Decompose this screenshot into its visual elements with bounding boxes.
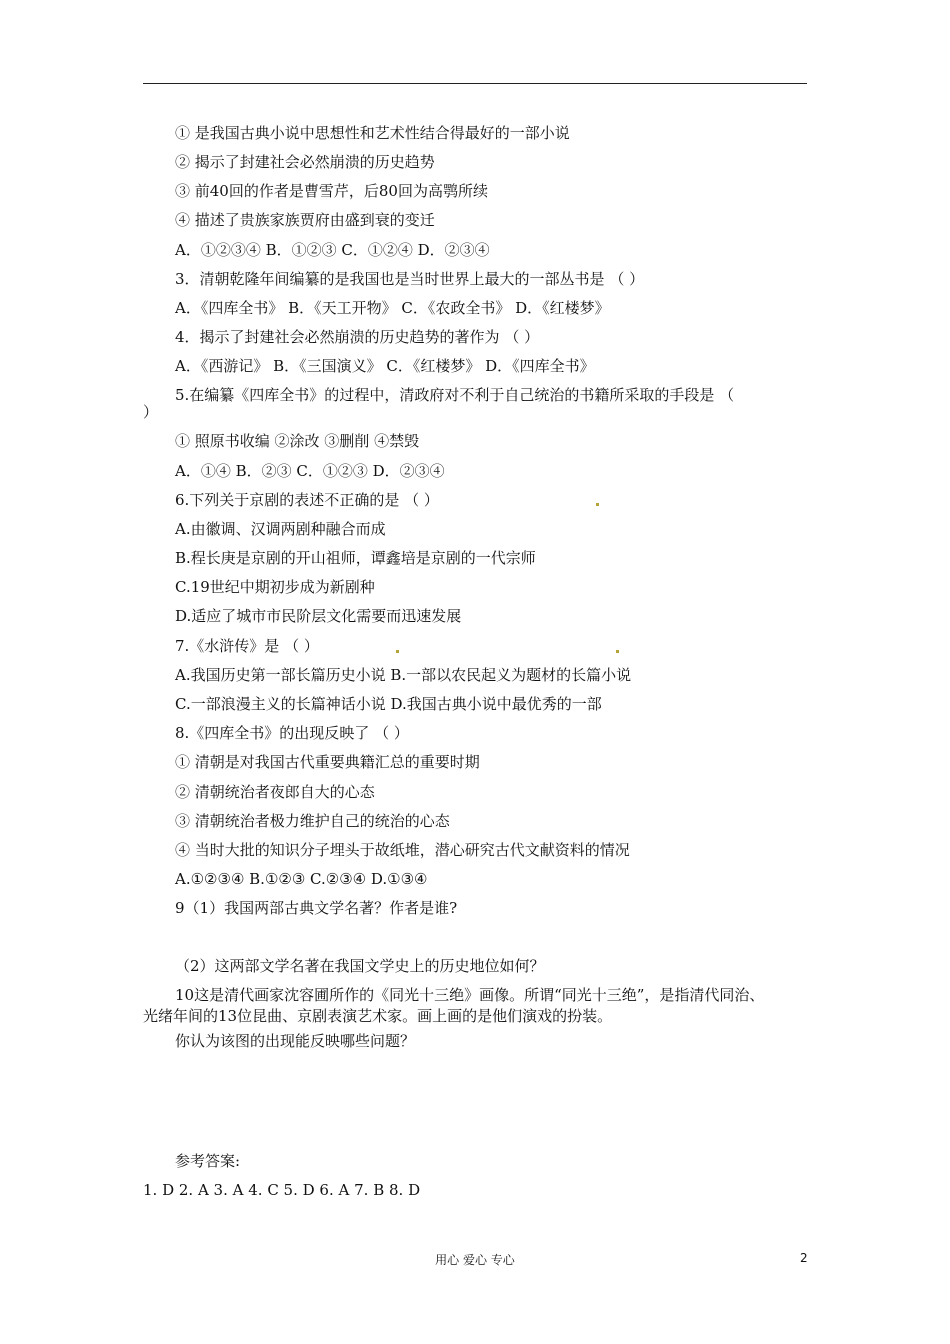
text-line: C.一部浪漫主义的长篇神话小说 D.我国古典小说中最优秀的一部 [175, 695, 602, 713]
scan-speck [596, 503, 599, 506]
text-line: 3．清朝乾隆年间编纂的是我国也是当时世界上最大的一部丛书是 （ ） [175, 270, 645, 288]
text-line: A.①②③④ B.①②③ C.②③④ D.①③④ [175, 870, 428, 888]
text-line: ② 揭示了封建社会必然崩溃的历史趋势 [175, 153, 435, 171]
text-line: 7.《水浒传》是 （ ） [175, 637, 319, 655]
text-line: ① 清朝是对我国古代重要典籍汇总的重要时期 [175, 753, 480, 771]
text-line: A．①④ B．②③ C．①②③ D．②③④ [175, 462, 445, 480]
text-line: A．①②③④ B．①②③ C．①②④ D．②③④ [175, 241, 490, 259]
text-line: 6.下列关于京剧的表述不正确的是 （ ） [175, 491, 439, 509]
text-line: 光绪年间的13位昆曲、京剧表演艺术家。画上画的是他们演戏的扮装。 [143, 1007, 613, 1025]
text-line: A．《四库全书》 B．《天工开物》 C．《农政全书》 D．《红楼梦》 [175, 299, 610, 317]
text-line: 5.在编纂《四库全书》的过程中，清政府对不利于自己统治的书籍所采取的手段是 （ [175, 386, 735, 404]
text-line: ① 照原书收编 ②涂改 ③删削 ④禁毁 [175, 432, 420, 450]
scan-speck [396, 650, 399, 653]
header-rule [143, 83, 807, 84]
text-line: C.19世纪中期初步成为新剧种 [175, 578, 375, 596]
text-line: ） [143, 403, 159, 421]
page-footer: 用心 爱心 专心 [435, 1253, 515, 1267]
text-line: 8.《四库全书》的出现反映了 （ ） [175, 724, 409, 742]
text-line: ② 清朝统治者夜郎自大的心态 [175, 783, 375, 801]
text-line: B.程长庚是京剧的开山祖师，谭鑫培是京剧的一代宗师 [175, 549, 536, 567]
text-line: 参考答案: [175, 1152, 241, 1170]
text-line: ① 是我国古典小说中思想性和艺术性结合得最好的一部小说 [175, 124, 570, 142]
scan-speck [616, 650, 619, 653]
text-line: 10这是清代画家沈容圃所作的《同光十三绝》画像。所谓“同光十三绝”，是指清代同治、 [175, 986, 765, 1004]
text-line: A.由徽调、汉调两剧种融合而成 [175, 520, 386, 538]
text-line: D.适应了城市市民阶层文化需要而迅速发展 [175, 607, 462, 625]
text-line: ③ 清朝统治者极力维护自己的统治的心态 [175, 812, 450, 830]
text-line: 你认为该图的出现能反映哪些问题？ [175, 1032, 416, 1050]
text-line: 9（1）我国两部古典文学名著？作者是谁? [175, 899, 458, 917]
text-line: （2）这两部文学名著在我国文学史上的历史地位如何？ [175, 957, 545, 975]
page-number: 2 [800, 1251, 808, 1265]
text-line: 1. D 2. A 3. A 4. C 5. D 6. A 7. B 8. D [143, 1181, 421, 1199]
text-line: ④ 描述了贵族家族贾府由盛到衰的变迁 [175, 211, 435, 229]
text-line: ③ 前40回的作者是曹雪芹，后80回为高鹗所续 [175, 182, 488, 200]
text-line: ④ 当时大批的知识分子埋头于故纸堆，潜心研究古代文献资料的情况 [175, 841, 630, 859]
text-line: 4．揭示了封建社会必然崩溃的历史趋势的著作为 （ ） [175, 328, 540, 346]
text-line: A．《西游记》 B．《三国演义》 C．《红楼梦》 D．《四库全书》 [175, 357, 595, 375]
text-line: A.我国历史第一部长篇历史小说 B.一部以农民起义为题材的长篇小说 [175, 666, 632, 684]
